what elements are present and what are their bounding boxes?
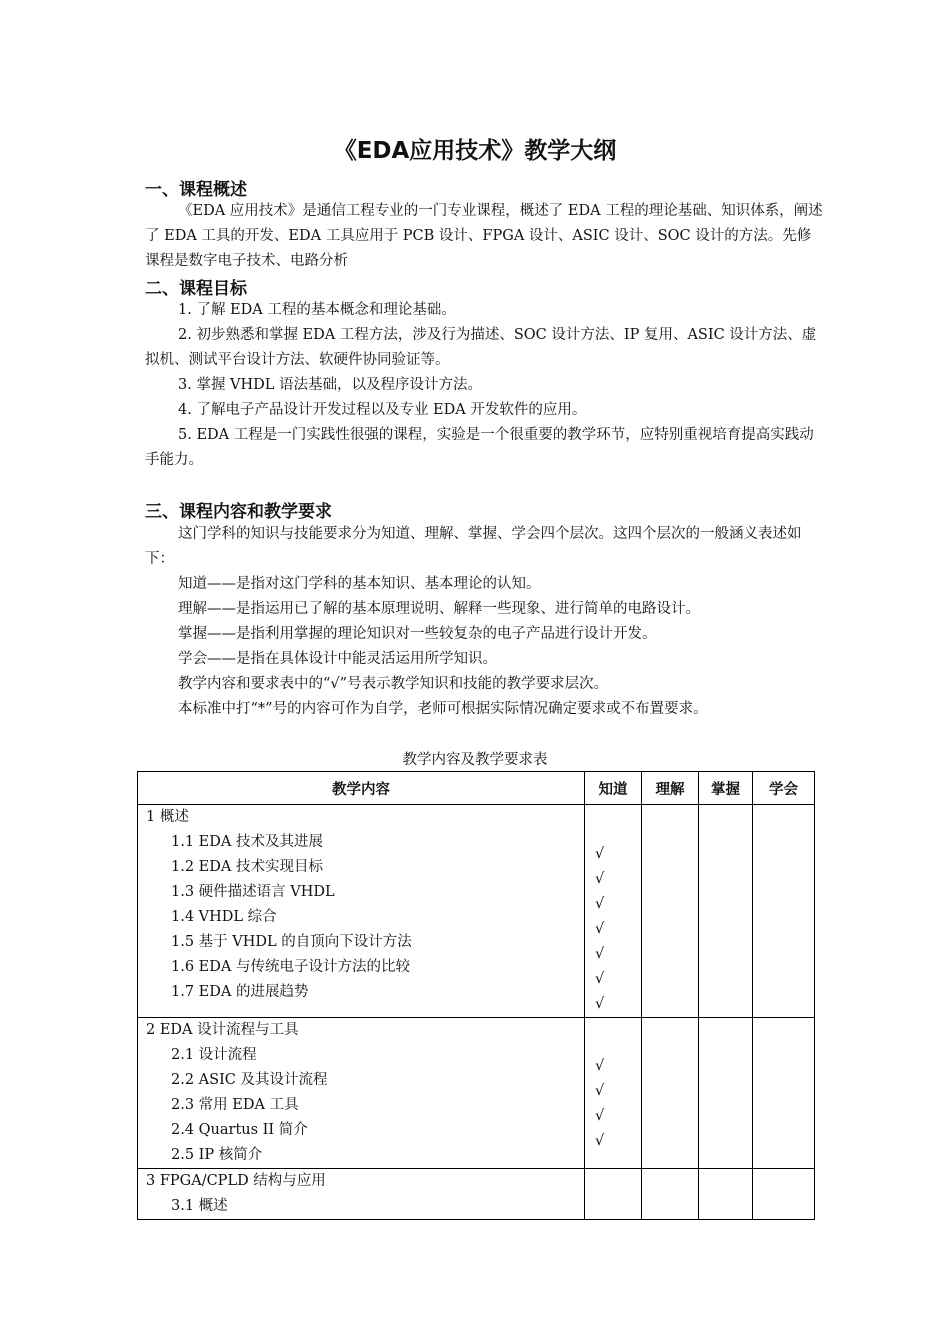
section-1-paragraph: 《EDA 应用技术》是通信工程专业的一门专业课程，概述了 EDA 工程的理论基础、知识体系，阐述了 EDA 工具的开发、EDA 工具应用于 PCB 设计、FPGA 设计、ASIC 设计、SOC 设计的方法。先修课程是数字电子技术、电路分析 — [145, 203, 823, 269]
table-row — [138, 805, 815, 1018]
check-mark: √ — [595, 896, 605, 912]
check-mark: √ — [595, 946, 605, 962]
topic-item: 1.6 EDA 与传统电子设计方法的比较 — [171, 959, 410, 975]
master-cell — [699, 1018, 753, 1169]
check-mark: √ — [595, 871, 605, 887]
section-3-body — [145, 522, 825, 722]
check-mark: √ — [595, 846, 605, 862]
header-content: 教学内容 — [138, 772, 585, 805]
objectives-list — [145, 298, 825, 473]
learn-cell — [753, 1169, 815, 1220]
topic-item: 1.1 EDA 技术及其进展 — [171, 834, 323, 850]
requirements-table — [137, 771, 815, 1220]
content-cell — [138, 805, 585, 1018]
header-know: 知道 — [585, 772, 642, 805]
check-mark: √ — [595, 971, 605, 987]
check-mark: √ — [595, 1133, 605, 1149]
know-cell — [585, 805, 642, 1018]
level-definition: 理解——是指运用已了解的基本原理说明、解释一些现象、进行简单的电路设计。 — [178, 601, 700, 617]
header-master: 掌握 — [699, 772, 753, 805]
objective-item: 5. EDA 工程是一门实践性很强的课程，实验是一个很重要的教学环节，应特别重视培育提高实践动手能力。 — [145, 427, 814, 468]
objective-item: 1. 了解 EDA 工程的基本概念和理论基础。 — [178, 302, 456, 318]
chapter-title: 3 FPGA/CPLD 结构与应用 — [146, 1173, 326, 1189]
check-mark: √ — [595, 1108, 605, 1124]
section-2-heading: 二、课程目标 — [145, 279, 247, 299]
learn-cell — [753, 805, 815, 1018]
section-1-heading: 一、课程概述 — [145, 180, 247, 200]
table-caption: 教学内容及教学要求表 — [402, 752, 548, 768]
master-cell — [699, 805, 753, 1018]
understand-cell — [642, 1169, 699, 1220]
check-mark: √ — [595, 996, 605, 1012]
objective-item: 2. 初步熟悉和掌握 EDA 工程方法，涉及行为描述、SOC 设计方法、IP 复用、ASIC 设计方法、虚拟机、测试平台设计方法、软硬件协同验证等。 — [145, 327, 817, 368]
objective-item: 3. 掌握 VHDL 语法基础，以及程序设计方法。 — [178, 377, 483, 393]
topic-item: 2.5 IP 核简介 — [171, 1147, 263, 1163]
check-mark: √ — [595, 1083, 605, 1099]
content-cell — [138, 1169, 585, 1220]
topic-item: 1.5 基于 VHDL 的自顶向下设计方法 — [171, 934, 412, 950]
table-header-row — [138, 772, 815, 805]
level-definition: 知道——是指对这门学科的基本知识、基本理论的认知。 — [178, 576, 541, 592]
chapter-title: 2 EDA 设计流程与工具 — [146, 1022, 299, 1038]
section-3-intro: 这门学科的知识与技能要求分为知道、理解、掌握、学会四个层次。这四个层次的一般涵义表述如下： — [145, 526, 802, 567]
check-mark: √ — [595, 921, 605, 937]
objective-item: 4. 了解电子产品设计开发过程以及专业 EDA 开发软件的应用。 — [178, 402, 587, 418]
check-mark: √ — [595, 1058, 605, 1074]
table-row — [138, 1169, 815, 1220]
topic-item: 1.2 EDA 技术实现目标 — [171, 859, 323, 875]
content-cell — [138, 1018, 585, 1169]
header-learn: 学会 — [753, 772, 815, 805]
know-cell — [585, 1018, 642, 1169]
understand-cell — [642, 1018, 699, 1169]
know-cell — [585, 1169, 642, 1220]
header-understand: 理解 — [642, 772, 699, 805]
self-study-note: 本标准中打“*”号的内容可作为自学，老师可根据实际情况确定要求或不布置要求。 — [178, 701, 708, 717]
topic-item: 1.4 VHDL 综合 — [171, 909, 277, 925]
master-cell — [699, 1169, 753, 1220]
level-definition: 学会——是指在具体设计中能灵活运用所学知识。 — [178, 651, 497, 667]
topic-item: 2.4 Quartus II 简介 — [171, 1122, 308, 1138]
topic-item: 1.7 EDA 的进展趋势 — [171, 984, 309, 1000]
topic-item: 2.2 ASIC 及其设计流程 — [171, 1072, 328, 1088]
topic-item: 2.1 设计流程 — [171, 1047, 257, 1063]
learn-cell — [753, 1018, 815, 1169]
topic-item: 3.1 概述 — [171, 1198, 228, 1214]
section-3-heading: 三、课程内容和教学要求 — [145, 502, 332, 522]
topic-item: 2.3 常用 EDA 工具 — [171, 1097, 299, 1113]
page-title: 《EDA应用技术》教学大纲 — [333, 138, 617, 164]
level-definition: 掌握——是指利用掌握的理论知识对一些较复杂的电子产品进行设计开发。 — [178, 626, 657, 642]
topic-item: 1.3 硬件描述语言 VHDL — [171, 884, 335, 900]
check-mark-note: 教学内容和要求表中的“√”号表示教学知识和技能的教学要求层次。 — [178, 676, 609, 692]
chapter-title: 1 概述 — [146, 809, 189, 825]
understand-cell — [642, 805, 699, 1018]
table-row — [138, 1018, 815, 1169]
